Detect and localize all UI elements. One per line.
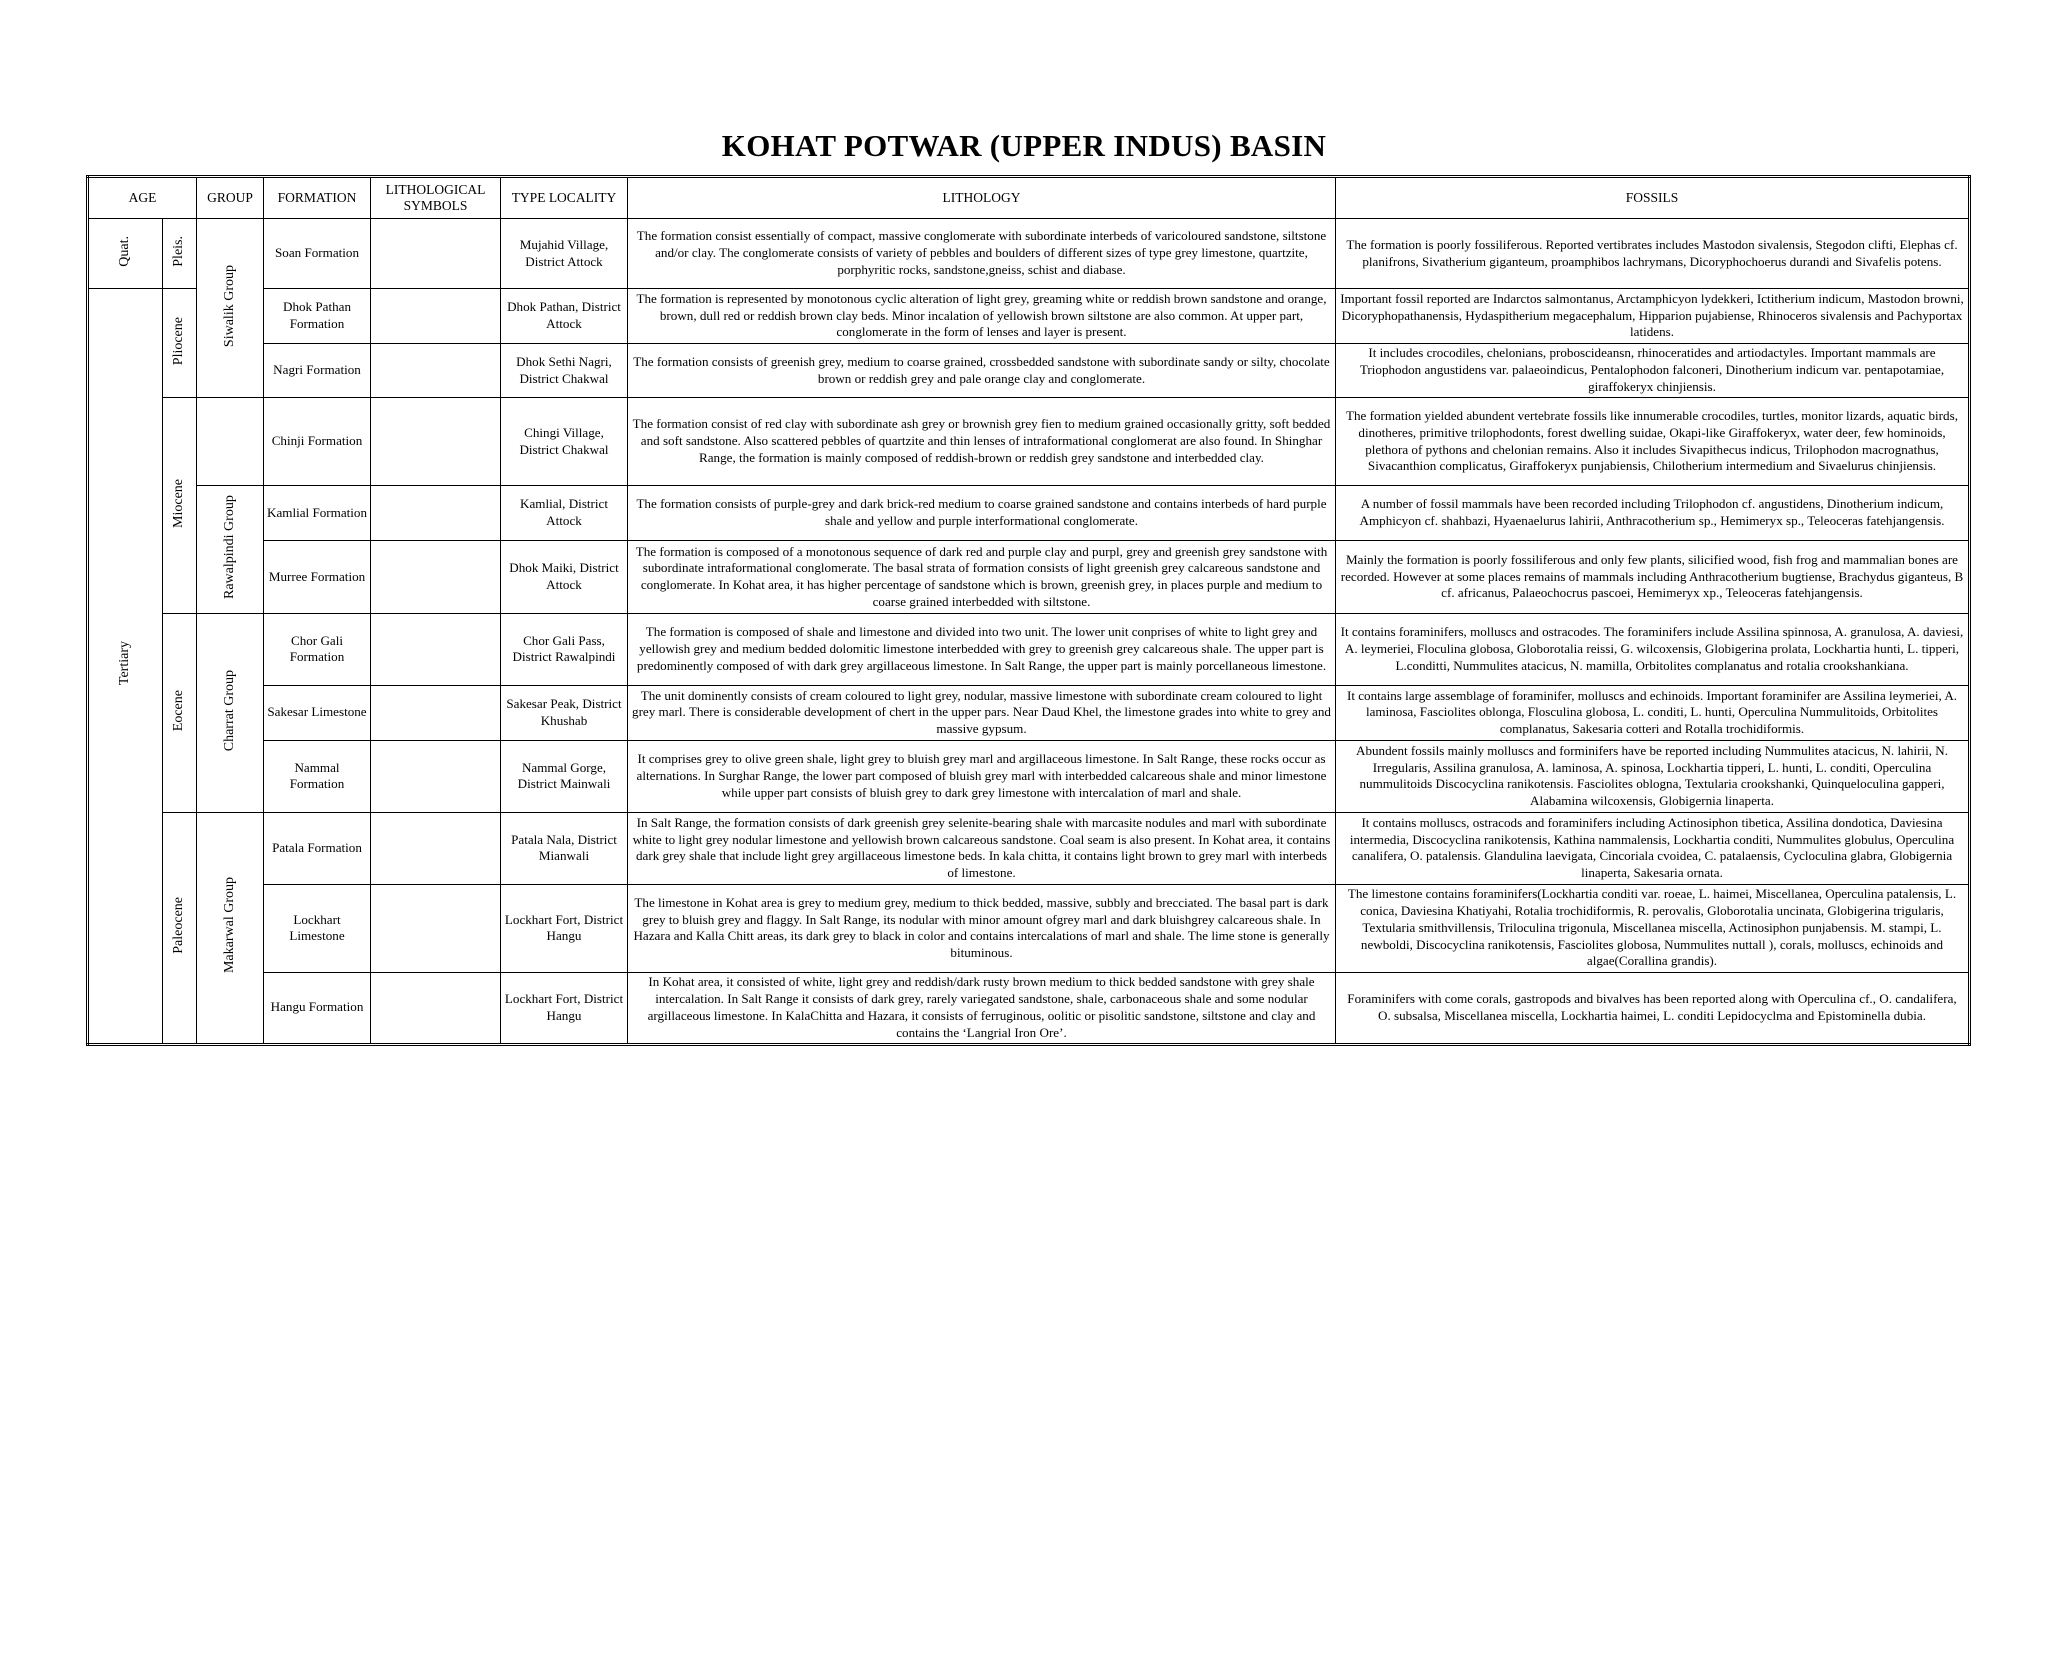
formation-cell: Lockhart Limestone (264, 884, 371, 972)
table-row (88, 685, 1970, 740)
lithology-cell: It comprises grey to olive green shale, light grey to bluish grey marl and argillaceous limestone. In Salt Range, these rocks occur as alternations. In Surghar Range, the lower part composed of bluish grey marl with interbedded calcareous shale and minor limestone while upper part consists of bluish grey to dark grey limestone with intercalation of marl and shale. (628, 740, 1336, 812)
fossils-cell: It contains large assemblage of foraminifer, molluscs and echinoids. Important foraminifer are Assilina leymeriei, A. laminosa, Fasciolites oblonga, Flosculina globosa, L. conditi, L. hunti, Operculina Nummulitoids, Orbitolites complanatus, Sakesaria cotteri and Rotalla trochidiformis. (1336, 685, 1970, 740)
table-row (88, 541, 1970, 613)
formation-cell: Chinji Formation (264, 398, 371, 486)
lithological-symbol-cell (371, 541, 501, 613)
group-siwalik (197, 219, 264, 398)
formation-cell: Kamlial Formation (264, 486, 371, 541)
type-locality-cell: Nammal Gorge, District Mainwali (501, 740, 628, 812)
header-group: GROUP (197, 177, 264, 219)
formation-cell: Murree Formation (264, 541, 371, 613)
age-quat (88, 219, 163, 289)
lithology-cell: The limestone in Kohat area is grey to medium grey, medium to thick bedded, massive, subbly and brecciated. The basal part is dark grey to bluish grey and flaggy. In Salt Range, its nodular with minor amount ofgrey marl and dark bluishgrey calcareous shale. In Hazara and Kalla Chitt areas, its dark grey to black in color and contains intercalations of marl and shale. The lime stone is generally bituminous. (628, 884, 1336, 972)
age-miocene (163, 398, 197, 614)
formation-cell: Nammal Formation (264, 740, 371, 812)
table-row (88, 398, 1970, 486)
formation-cell: Hangu Formation (264, 972, 371, 1044)
group-rawalpindi-label: Rawalpindi Group (221, 495, 237, 599)
lithology-cell: In Salt Range, the formation consists of dark greenish grey selenite-bearing shale with marcasite nodules and marl with subordinate white to light grey nodular limestone and yellowish brown calcareous sandstone. Coal seam is also present. In Kohat area, it contains dark grey shale that include light grey argillaceous limestone beds. In kala chitta, it contains light brown to grey marl with interbeds of limestone. (628, 812, 1336, 884)
header-row (88, 177, 1970, 219)
group-charrat-label: Charrat Group (221, 669, 237, 751)
formation-cell: Sakesar Limestone (264, 685, 371, 740)
fossils-cell: It contains foraminifers, molluscs and ostracodes. The foraminifers include Assilina spinnosa, A. granulosa, A. daviesi, A. leymeriei, Floculina globosa, Globorotalia reissi, G. wilcoxensis, Globigerina prolata, Lockhartia hunti, L. tipperi, L.conditti, Nummulites atacicus, N. mamilla, Orbitolites complanatus and rotalia crookshankiana. (1336, 613, 1970, 685)
formation-cell: Nagri Formation (264, 344, 371, 398)
table-row (88, 812, 1970, 884)
lithology-cell: The formation consist essentially of compact, massive conglomerate with subordinate interbeds of varicoloured sandstone, siltstone and/or clay. The conglomerate consists of variety of pebbles and boulders of different sizes of type grey limestone, quartzite, porphyritic rocks, sandstone,gneiss, schist and diabase. (628, 219, 1336, 289)
header-fossils: FOSSILS (1336, 177, 1970, 219)
type-locality-cell: Kamlial, District Attock (501, 486, 628, 541)
lithology-cell: The formation is represented by monotonous cyclic alteration of light grey, greaming white or reddish brown sandstone and orange, brown, dull red or reddish brown clay beds. Minor incalation of yellowish brown siltstone are also common. At upper part, conglomerate in the form of lenses and layer is present. (628, 289, 1336, 344)
header-formation: FORMATION (264, 177, 371, 219)
type-locality-cell: Patala Nala, District Mianwali (501, 812, 628, 884)
lithological-symbol-cell (371, 740, 501, 812)
formation-cell: Patala Formation (264, 812, 371, 884)
table-row (88, 486, 1970, 541)
lithological-symbol-cell (371, 219, 501, 289)
fossils-cell: Foraminifers with come corals, gastropods and bivalves has been reported along with Operculina cf., O. candalifera, O. subsalsa, Miscellanea miscella, Lockhartia haimei, L. conditi Lepidocyclma and Epistominella dubia. (1336, 972, 1970, 1044)
lithology-cell: The formation consists of purple-grey and dark brick-red medium to coarse grained sandstone and contains interbeds of hard purple shale and yellow and purple interformational conglomerate. (628, 486, 1336, 541)
table-row (88, 289, 1970, 344)
fossils-cell: Important fossil reported are Indarctos salmontanus, Arctamphicyon lydekkeri, Ictitherium indicum, Mastodon browni, Dicoryphopathanensis, Hydaspitherium megacephalum, Hipparion pujabiense, Rhinoceros sivalensis and Pachyportax latidens. (1336, 289, 1970, 344)
type-locality-cell: Mujahid Village, District Attock (501, 219, 628, 289)
type-locality-cell: Chingi Village, District Chakwal (501, 398, 628, 486)
fossils-cell: It contains molluscs, ostracods and foraminifers including Actinosiphon tibetica, Assilina dondotica, Daviesina intermedia, Discocyclina ranikotensis, Kathina nammalensis, Lockhartia conditi, Nummulites globulus, Operculina canalifera, O. patalensis. Glandulina laevigata, Cincoriala cvoidea, C. patalaensis, Cycloculina glabra, Globigernia linaperta, Sakesaria ornata. (1336, 812, 1970, 884)
fossils-cell: Mainly the formation is poorly fossiliferous and only few plants, silicified wood, fish frog and mammalian bones are recorded. However at some places remains of mammals including Anthracotherium bugtiense, Brachydus giganteus, B cf. africanus, Palaeochocrus pascoei, Hemimeryx xp., Teleoceras fatehjangensis. (1336, 541, 1970, 613)
age-eocene (163, 613, 197, 812)
age-paleocene (163, 812, 197, 1044)
age-pliocene-label: Pliocene (171, 316, 187, 365)
table-row (88, 219, 1970, 289)
lithology-cell: The unit dominently consists of cream coloured to light grey, nodular, massive limestone with subordinate cream coloured to light grey marl. There is considerable development of chert in the upper pars. Near Daud Khel, the limestone grades into white to grey and massive gypsum. (628, 685, 1336, 740)
lithological-symbol-cell (371, 289, 501, 344)
lithological-symbol-cell (371, 613, 501, 685)
header-type-locality: TYPE LOCALITY (501, 177, 628, 219)
formation-cell: Chor Gali Formation (264, 613, 371, 685)
header-age: AGE (88, 177, 197, 219)
age-paleocene-label: Paleocene (171, 897, 187, 954)
stratigraphic-table (86, 175, 1971, 1046)
page-title: KOHAT POTWAR (UPPER INDUS) BASIN (721, 128, 1327, 163)
lithological-symbol-cell (371, 398, 501, 486)
lithological-symbol-cell (371, 812, 501, 884)
age-tertiary-label: Tertiary (117, 641, 133, 686)
group-makarwal (197, 812, 264, 1044)
age-pleis (163, 219, 197, 289)
table-row (88, 972, 1970, 1044)
header-lithological-symbols: LITHOLOGICAL SYMBOLS (371, 177, 501, 219)
lithological-symbol-cell (371, 972, 501, 1044)
lithology-cell: The formation consist of red clay with subordinate ash grey or brownish grey fien to medium grained occasionally gritty, soft bedded and soft sandstone. Also scattered pebbles of quartzite and thin lenses of intraformational conglomerat are also found. In Shinghar Range, the formation is mainly composed of reddish-brown or reddish grey sandstone and interbedded clay. (628, 398, 1336, 486)
header-lithology: LITHOLOGY (628, 177, 1336, 219)
fossils-cell: It includes crocodiles, chelonians, proboscideansn, rhinoceratides and artiodactyles. Important mammals are Triophodon angustidens var. palaeoindicus, Pentalophodon falconeri, Dinotherium indicum var. pentapotamiae, giraffokeryx chinjiensis. (1336, 344, 1970, 398)
table-row (88, 740, 1970, 812)
fossils-cell: The formation is poorly fossiliferous. Reported vertibrates includes Mastodon sivalensis, Stegodon clifti, Elephas cf. planifrons, Sivatherium giganteum, proamphibos lachrymans, Dicoryphochoerus durandi and Sivafelis potens. (1336, 219, 1970, 289)
formation-cell: Dhok Pathan Formation (264, 289, 371, 344)
lithological-symbol-cell (371, 486, 501, 541)
group-blank (197, 398, 264, 486)
group-makarwal-label: Makarwal Group (221, 877, 237, 974)
type-locality-cell: Chor Gali Pass, District Rawalpindi (501, 613, 628, 685)
age-quat-label: Quat. (117, 235, 133, 267)
lithology-cell: The formation is composed of a monotonous sequence of dark red and purple clay and purpl, grey and greenish grey sandstone with subordinate intraformational conglomerate. The basal strata of formation consists of light greenish grey calcareous sandstone and conglomerate. In Kohat area, it has higher percentage of sandstone which is brown, greenish grey, in places purple and medium to coarse grained interbedded with siltstone. (628, 541, 1336, 613)
type-locality-cell: Dhok Maiki, District Attock (501, 541, 628, 613)
group-charrat (197, 613, 264, 812)
table-row (88, 344, 1970, 398)
age-pliocene (163, 289, 197, 398)
age-miocene-label: Miocene (171, 478, 187, 528)
table-row (88, 884, 1970, 972)
fossils-cell: A number of fossil mammals have been recorded including Trilophodon cf. angustidens, Dinotherium indicum, Amphicyon cf. shahbazi, Hyaenaelurus lahirii, Anthracotherium sp., Hemimeryx sp., Teleoceras fatehjangensis. (1336, 486, 1970, 541)
type-locality-cell: Lockhart Fort, District Hangu (501, 972, 628, 1044)
type-locality-cell: Sakesar Peak, District Khushab (501, 685, 628, 740)
lithological-symbol-cell (371, 344, 501, 398)
type-locality-cell: Dhok Pathan, District Attock (501, 289, 628, 344)
lithological-symbol-cell (371, 685, 501, 740)
table-row (88, 613, 1970, 685)
fossils-cell: Abundent fossils mainly molluscs and forminifers have be reported including Nummulites atacicus, N. lahirii, N. Irregularis, Assilina granulosa, A. laminosa, A. spinosa, Lockhartia tipperi, L. hunti, L. conditi, Operculina nummulitoids Discocyclina ranikotensis. Fasciolites oblogna, Textularia crookshanki, Quinqueloculina gapperi, Alabamina wilcoxensis, Globigernia linaperta. (1336, 740, 1970, 812)
age-tertiary (88, 289, 163, 1045)
lithology-cell: The formation is composed of shale and limestone and divided into two unit. The lower unit conprises of white to light grey and yellowish grey and medium bedded dolomitic limestone interbedded with grey to greenish grey calcareous shale. The upper part is predominently composed of with dark grey argillaceous limestone. In Salt Range, the upper part is mainly porcellaneous limestone. (628, 613, 1336, 685)
fossils-cell: The formation yielded abundent vertebrate fossils like innumerable crocodiles, turtles, monitor lizards, aquatic birds, dinotheres, primitive trilophodonts, forest dwelling suidae, Okapi-like Giraffokeryx, water deer, few hominoids, plethora of pythons and chelonian remains. Also it includes Sivapithecus indicus, Trilophodon macrognathus, Sivacanthion complicatus, Giraffokeryx punjabiensis, Chilotherium intermedium and Sivaelurus chinjiensis. (1336, 398, 1970, 486)
lithology-cell: In Kohat area, it consisted of white, light grey and reddish/dark rusty brown medium to thick bedded sandstone with grey shale intercalation. In Salt Range it consists of dark grey, rarely variegated sandstone, shale, carbonaceous shale and some nodular argillaceous limestone. In KalaChitta and Hazara, it consists of ferruginous, oolitic or pisolitic sandstone, siltstone and clay and contains the ‘Langrial Iron Ore’. (628, 972, 1336, 1044)
formation-cell: Soan Formation (264, 219, 371, 289)
age-eocene-label: Eocene (171, 689, 187, 731)
age-pleis-label: Pleis. (171, 235, 187, 267)
type-locality-cell: Lockhart Fort, District Hangu (501, 884, 628, 972)
group-rawalpindi (197, 486, 264, 614)
fossils-cell: The limestone contains foraminifers(Lockhartia conditi var. roeae, L. haimei, Miscellanea, Operculina patalensis, L. conica, Daviesina Khatiyahi, Rotalia trochidiformis, R. perovalis, Globorotalia uncinata, Globigerina trigularis, Textularia smithvillensis, Triloculina trigonula, Miscellanea miscella, Actinosiphon punjabensis. M. stampi, L. newboldi, Discocyclina ranikotensis, Fasciolites globosa, Nummulites nuttall ), corals, molluscs, echinoids and algae(Corallina grandis). (1336, 884, 1970, 972)
lithological-symbol-cell (371, 884, 501, 972)
lithology-cell: The formation consists of greenish grey, medium to coarse grained, crossbedded sandstone with subordinate sandy or silty, chocolate brown or reddish grey and pale orange clay and conglomerate. (628, 344, 1336, 398)
group-siwalik-label: Siwalik Group (221, 264, 237, 347)
type-locality-cell: Dhok Sethi Nagri, District Chakwal (501, 344, 628, 398)
